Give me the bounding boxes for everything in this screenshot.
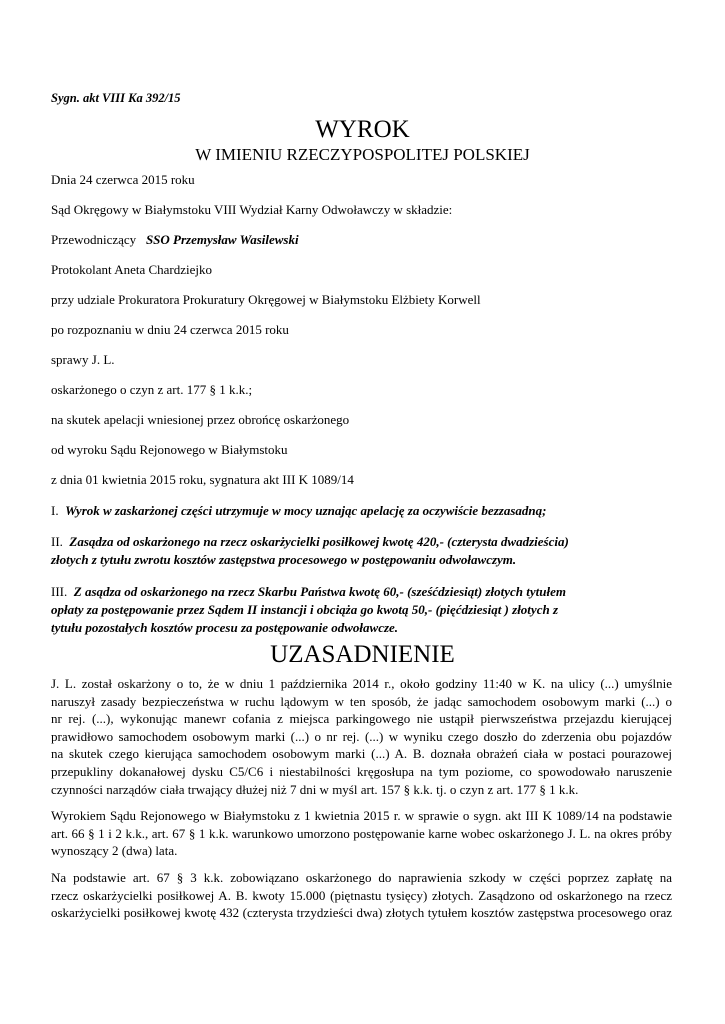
ruling-3-text: Z asądza od oskarżonego na rzecz Skarbu Państwa kwotę 60,- (sześćdziesiąt) złotych tytułem [73,584,566,599]
paragraph-line: oskarżycielki posiłkowej kwotę 432 (czterysta trzydzieści dwa) złotych tytułem kosztów zastępstwa procesowego oraz [51,905,672,921]
court-clerk: Protokolant Aneta Chardziejko [51,262,213,277]
justification-paragraph-2 [51,807,672,860]
presiding-judge [51,232,299,248]
paragraph-line: Na podstawie art. 67 § 3 k.k. zobowiązano oskarżonego do naprawienia szkody w części poprzez zapłatę na [51,870,672,885]
prosecutor-line: przy udziale Prokuratora Prokuratury Okręgowej w Białymstoku Elżbiety Korwell [51,292,481,307]
ruling-3-line-3: tytułu pozostałych kosztów procesu za postępowanie odwoławcze. [51,620,399,635]
case-signature: Sygn. akt VIII Ka 392/15 [51,91,181,105]
ruling-1-number: I. [51,503,59,518]
ruling-3-line-2: opłaty za postępowanie przez Sądem II instancji i obciąża go kwotą 50,- (pięćdziesiąt ) złotych z [51,602,558,617]
ruling-2-line-1 [51,534,569,550]
paragraph-line: J. L. został oskarżony o to, że w dniu 1 października 2014 r., około godziny 11:40 w K. na ulicy (...) umyślnie [51,676,672,691]
paragraph-line: prawidłowo samochodem osobowym marki (...) o nr rej. (...) w wyniku czego doszło do zderzenia obu pojazdów [51,728,672,744]
hearing-date: po rozpoznaniu w dniu 24 czerwca 2015 roku [51,322,289,337]
court-composition: Sąd Okręgowy w Białymstoku VIII Wydział Karny Odwoławczy w składzie: [51,202,453,217]
ruling-3-line-1 [51,584,566,600]
document-subtitle: W IMIENIU RZECZYPOSPOLITEJ POLSKIEJ [195,145,530,164]
ruling-2-line-2: złotych z tytułu zwrotu kosztów zastępstwa procesowego w postępowaniu odwoławczym. [51,552,517,567]
lower-court-date: z dnia 01 kwietnia 2015 roku, sygnatura akt III K 1089/14 [51,472,354,487]
ruling-1-text: Wyrok w zaskarżonej części utrzymuje w mocy uznając apelację za oczywiście bezzasadną; [65,503,547,518]
presiding-name: SSO Przemysław Wasilewski [145,232,299,247]
paragraph-line: naruszył zasady bezpieczeństwa w ruchu lądowym w ten sposób, że jadąc samochodem osobowym marki (...) o [51,693,672,709]
ruling-1 [51,503,546,519]
paragraph-line: przepukliny dokanałowej dysku C5/C6 i niestabilności kręgosłupa na tym poziome, co spowodowało naruszenie [51,763,672,779]
charge-line: oskarżonego o czyn z art. 177 § 1 k.k.; [51,382,253,397]
paragraph-line: rzecz oskarżycielki posiłkowej A. B. kwoty 15.000 (piętnastu tysięcy) złotych. Zasądzono od oskarżonego na rzecz [51,887,672,903]
justification-paragraph-1 [51,675,672,798]
ruling-2-text: Zasądza od oskarżonego na rzecz oskarżycielki posiłkowej kwotę 420,- (czterysta dwadzieścia) [69,534,569,549]
judgment-date: Dnia 24 czerwca 2015 roku [51,172,195,187]
lower-court-judgment: od wyroku Sądu Rejonowego w Białymstoku [51,442,288,457]
case-party: sprawy J. L. [51,352,115,367]
ruling-3-number: III. [51,584,68,599]
ruling-2-number: II. [51,534,63,549]
justification-title: UZASADNIENIE [270,641,455,668]
paragraph-line: art. 66 § 1 i 2 k.k., art. 67 § 1 k.k. warunkowo umorzono postępowanie karne wobec oskarżonego J. L. na okres próby [51,825,672,841]
paragraph-line: nr rej. (...), wykonując manewr cofania z miejsca parkingowego nie ustąpił pierwszeństwa przejazdu kierującej [51,711,672,727]
document-title: WYROK [315,116,410,143]
appeal-line: na skutek apelacji wniesionej przez obrońcę oskarżonego [51,412,350,427]
paragraph-line: wynoszący 2 (dwa) lata. [51,843,178,859]
presiding-label: Przewodniczący [51,232,137,247]
justification-paragraph-3 [51,869,672,922]
paragraph-line: Wyrokiem Sądu Rejonowego w Białymstoku z 1 kwietnia 2015 r. w sprawie o sygn. akt III K 1089/14 na podstawie [51,808,672,823]
paragraph-line: na skutek czego kierująca samochodem osobowym marki (...) A. B. doznała obrażeń ciała w postaci pourazowej [51,746,672,762]
paragraph-line: czynności narządów ciała trwający dłużej niż 7 dni w myśl art. 157 § k.k. tj. o czyn z art. 177 § 1 k.k. [51,781,579,797]
